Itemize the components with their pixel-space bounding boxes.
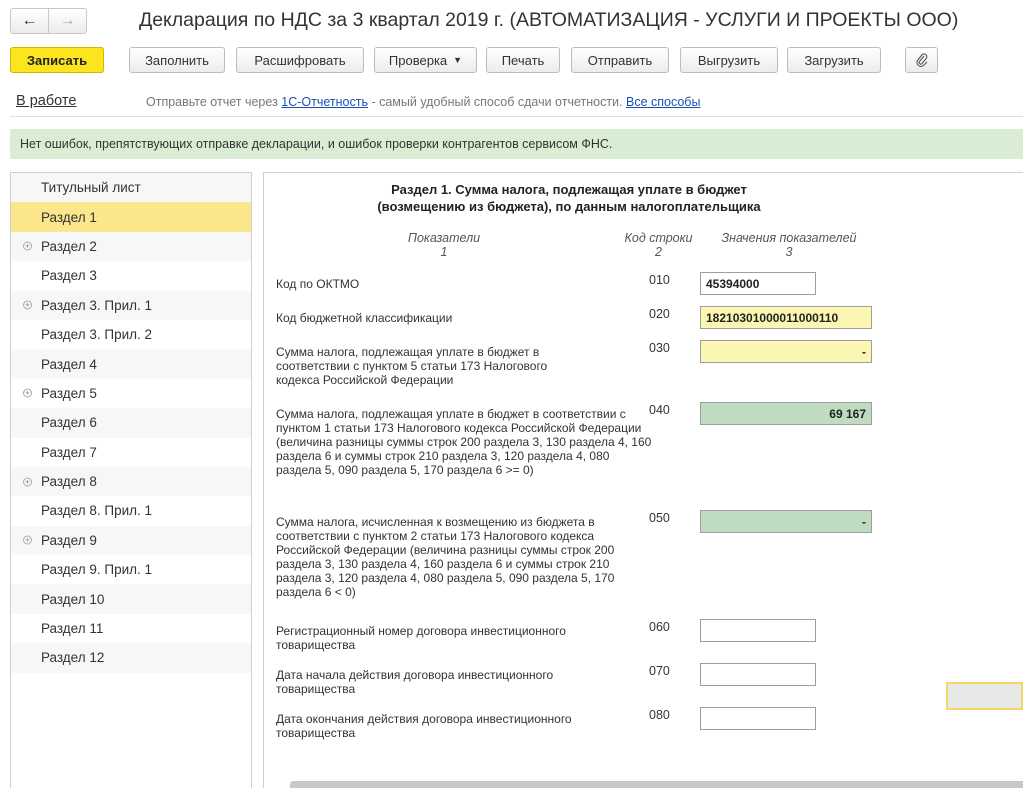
section-title-line1: Раздел 1. Сумма налога, подлежащая уплате в бюджет — [391, 182, 747, 197]
nav-item[interactable] — [11, 555, 251, 584]
nav-item[interactable] — [11, 232, 251, 261]
hint-prefix: Отправьте отчет через — [146, 95, 282, 109]
window-title: Декларация по НДС за 3 квартал 2019 г. (АВТОМАТИЗАЦИЯ - УСЛУГИ И ПРОЕКТЫ ООО) — [139, 9, 959, 31]
nav-item-label: Титульный лист — [41, 180, 141, 196]
check-dropdown-button[interactable] — [374, 47, 477, 73]
nav-item[interactable] — [11, 643, 251, 672]
col-header-values — [704, 231, 874, 259]
row-label: Сумма налога, подлежащая уплате в бюджет в соответствии с пунктом 5 статьи 173 Налогового кодекса Российской Федерации — [276, 345, 548, 387]
row-value-field[interactable]: 18210301000011000110 — [700, 306, 872, 329]
nav-item-label: Раздел 2 — [41, 238, 97, 254]
section-form — [263, 172, 1023, 788]
nav-item-label: Раздел 10 — [41, 591, 105, 607]
col2-num: 2 — [655, 245, 662, 259]
row-label: Дата окончания действия договора инвестиционного товарищества — [276, 712, 572, 740]
nav-item[interactable] — [11, 584, 251, 613]
check-result-banner: Нет ошибок, препятствующих отправке декларации, и ошибок проверки контрагентов сервисом ФНС. — [10, 129, 1023, 159]
check-label: Проверка — [388, 52, 448, 68]
nav-item-label: Раздел 3. Прил. 1 — [41, 297, 153, 313]
import-button[interactable]: Загрузить — [787, 47, 881, 73]
divider — [10, 116, 1023, 117]
row-code: 040 — [649, 403, 670, 417]
nav-item[interactable] — [11, 173, 251, 202]
nav-item[interactable] — [11, 320, 251, 349]
section-title-line2: (возмещению из бюджета), по данным налогоплательщика — [377, 199, 761, 214]
history-nav — [10, 8, 87, 34]
col1-num: 1 — [440, 245, 448, 259]
col2-label: Код строки — [624, 231, 693, 245]
row-value-field[interactable]: 69 167 — [700, 402, 872, 425]
row-code: 030 — [649, 341, 670, 355]
decode-button[interactable]: Расшифровать — [236, 47, 364, 73]
hint-text — [146, 95, 700, 109]
nav-item[interactable] — [11, 438, 251, 467]
nav-item[interactable] — [11, 291, 251, 320]
nav-item-label: Раздел 9. Прил. 1 — [41, 562, 153, 578]
horizontal-scrollbar[interactable] — [290, 781, 1023, 788]
col1-label: Показатели — [407, 231, 481, 245]
nav-item-label: Раздел 3. Прил. 2 — [41, 327, 153, 343]
row-value-field[interactable] — [700, 619, 816, 642]
arrow-left-icon[interactable]: ← — [11, 9, 49, 33]
nav-item-label: Раздел 8. Прил. 1 — [41, 503, 153, 519]
expand-icon[interactable]: + — [23, 301, 32, 310]
hint-middle: - самый удобный способ сдачи отчетности. — [367, 95, 626, 109]
col3-label: Значения показателей — [721, 231, 857, 245]
row-value-field[interactable] — [700, 707, 816, 730]
row-label: Дата начала действия договора инвестиционного товарищества — [276, 668, 554, 696]
row-label: Регистрационный номер договора инвестиционного товарищества — [276, 624, 566, 652]
row-label: Сумма налога, подлежащая уплате в бюджет в соответствии с пунктом 1 статьи 173 Налогового кодекса Российской Федерации (величина разницы суммы строк 200 раздела 3, 130 раздела 4, 160 раздела 6 и суммы строк 210 раздела 3, 120 раздела 4, 080 раздела 5, 090 раздела 5, 170 раздела 6 >= 0) — [276, 407, 652, 477]
floating-panel — [946, 682, 1023, 710]
chevron-down-icon: ▼ — [453, 55, 463, 65]
export-button[interactable]: Выгрузить — [680, 47, 778, 73]
nav-item[interactable] — [11, 202, 251, 231]
expand-icon[interactable]: + — [23, 389, 32, 398]
send-button[interactable]: Отправить — [571, 47, 669, 73]
print-button[interactable]: Печать — [486, 47, 560, 73]
sections-list — [10, 172, 252, 788]
row-value-field[interactable] — [700, 663, 816, 686]
col-header-indicators — [374, 231, 514, 259]
1c-reporting-link[interactable]: 1С-Отчетность — [281, 95, 368, 109]
nav-item-label: Раздел 9 — [41, 532, 97, 548]
nav-item-label: Раздел 1 — [41, 209, 97, 225]
nav-item-label: Раздел 6 — [41, 415, 97, 431]
nav-item-label: Раздел 12 — [41, 650, 105, 666]
row-value-field[interactable]: - — [700, 510, 872, 533]
nav-item[interactable] — [11, 614, 251, 643]
nav-item[interactable] — [11, 261, 251, 290]
attach-button[interactable] — [905, 47, 938, 73]
row-label: Сумма налога, исчисленная к возмещению из бюджета в соответствии с пунктом 2 статьи 173 Налогового кодекса Российской Федерации (величина разницы суммы строк 200 раздела 3, 130 раздела 4, 160 раздела 6 и суммы строк 210 раздела 3, 120 раздела 4, 080 раздела 5, 090 раздела 5, 170 раздела 6 < 0) — [276, 515, 615, 599]
row-code: 020 — [649, 307, 670, 321]
row-label: Код бюджетной классификации — [276, 311, 453, 325]
nav-item-label: Раздел 8 — [41, 474, 97, 490]
row-code: 010 — [649, 273, 670, 287]
row-code: 070 — [649, 664, 670, 678]
all-methods-link[interactable]: Все способы — [625, 95, 701, 109]
status-link[interactable]: В работе — [16, 93, 77, 109]
nav-item-label: Раздел 5 — [41, 385, 97, 401]
nav-item[interactable] — [11, 408, 251, 437]
col-header-code — [616, 231, 701, 259]
nav-item-label: Раздел 7 — [41, 444, 97, 460]
row-value-field[interactable]: 45394000 — [700, 272, 816, 295]
nav-item-label: Раздел 11 — [41, 621, 104, 637]
arrow-right-icon[interactable]: → — [59, 12, 76, 29]
nav-item[interactable] — [11, 496, 251, 525]
row-code: 080 — [649, 708, 670, 722]
row-code: 060 — [649, 620, 670, 634]
row-label: Код по ОКТМО — [276, 277, 360, 291]
expand-icon[interactable]: + — [23, 477, 32, 486]
expand-icon[interactable]: + — [23, 536, 32, 545]
nav-item-label: Раздел 3 — [41, 268, 97, 284]
fill-button[interactable]: Заполнить — [129, 47, 225, 73]
nav-item-label: Раздел 4 — [41, 356, 97, 372]
nav-item[interactable] — [11, 526, 251, 555]
col3-num: 3 — [785, 245, 793, 259]
nav-item[interactable] — [11, 467, 251, 496]
nav-item[interactable] — [11, 379, 251, 408]
row-code: 050 — [649, 511, 670, 525]
expand-icon[interactable]: + — [23, 242, 32, 251]
save-button[interactable]: Записать — [10, 47, 104, 73]
nav-item[interactable] — [11, 349, 251, 378]
paperclip-icon — [916, 53, 928, 67]
row-value-field[interactable]: - — [700, 340, 872, 363]
